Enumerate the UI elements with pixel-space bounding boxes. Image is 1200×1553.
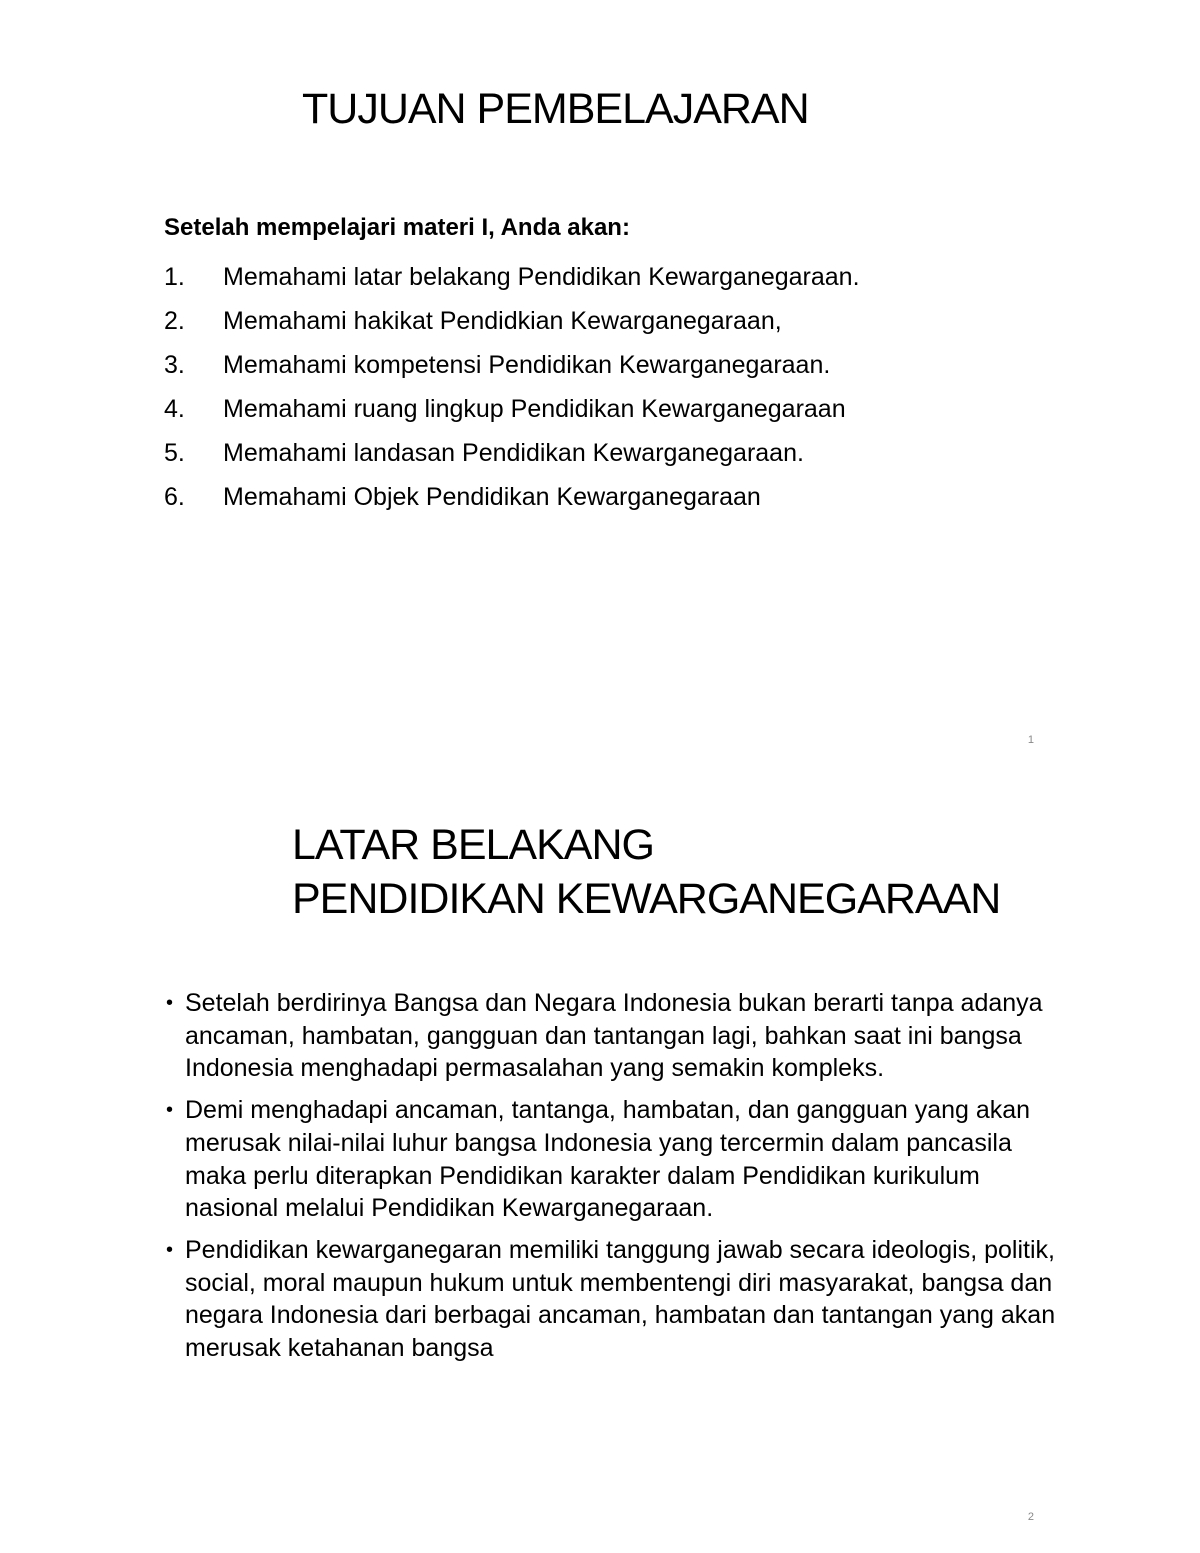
page-number: 1 bbox=[1027, 734, 1034, 746]
slide-title-line-1: LATAR BELAKANG bbox=[292, 821, 654, 869]
bullet-icon: • bbox=[166, 992, 174, 1014]
list-item bbox=[164, 475, 860, 519]
list-item bbox=[166, 1094, 1056, 1225]
objectives-list bbox=[164, 255, 860, 519]
slide-background bbox=[0, 777, 1200, 1553]
list-item-text: Memahami ruang lingkup Pendidikan Kewarganegaraan bbox=[223, 394, 846, 423]
list-item-text: Memahami landasan Pendidikan Kewarganegaraan. bbox=[223, 438, 804, 467]
list-item-text: Memahami latar belakang Pendidikan Kewarganegaraan. bbox=[223, 262, 860, 291]
list-item bbox=[164, 431, 860, 475]
objectives-intro: Setelah mempelajari materi I, Anda akan: bbox=[164, 214, 630, 241]
slide-title bbox=[292, 818, 1000, 926]
list-item-number: 6. bbox=[164, 482, 185, 511]
list-item-text: Setelah berdirinya Bangsa dan Negara Indonesia bukan berarti tanpa adanya ancaman, hambatan, gangguan dan tantangan lagi, bahkan saat ini bangsa Indonesia menghadapi permasalahan yang semakin kompleks. bbox=[185, 989, 1043, 1083]
page-number: 2 bbox=[1027, 1511, 1034, 1523]
list-item-number: 5. bbox=[164, 438, 185, 467]
list-item bbox=[164, 387, 860, 431]
slide-title: TUJUAN PEMBELAJARAN bbox=[302, 85, 809, 133]
list-item-text: Memahami kompetensi Pendidikan Kewarganegaraan. bbox=[223, 350, 831, 379]
list-item bbox=[164, 255, 860, 299]
list-item-number: 1. bbox=[164, 262, 185, 291]
list-item bbox=[164, 343, 860, 387]
bullet-icon: • bbox=[166, 1099, 174, 1122]
list-item-number: 2. bbox=[164, 306, 185, 335]
list-item-text: Demi menghadapi ancaman, tantanga, hambatan, dan gangguan yang akan merusak nilai-nilai luhur bangsa Indonesia yang tercermin dalam pancasila maka perlu diterapkan Pendidikan karakter dalam Pendidikan kurikulum nasional melalui Pendidikan Kewarganegaraan. bbox=[185, 1096, 1031, 1223]
slide-title-line-2: PENDIDIKAN KEWARGANEGARAAN bbox=[292, 875, 1001, 923]
list-item-text: Memahami hakikat Pendidkian Kewarganegaraan, bbox=[223, 306, 782, 335]
list-item bbox=[164, 299, 860, 343]
slide-learning-objectives bbox=[0, 0, 1200, 776]
list-item-text: Memahami Objek Pendidikan Kewarganegaraan bbox=[223, 482, 761, 511]
list-item-number: 4. bbox=[164, 394, 185, 423]
list-item bbox=[166, 1234, 1056, 1365]
bullet-icon: • bbox=[166, 1238, 174, 1261]
list-item-number: 3. bbox=[164, 350, 185, 379]
list-item bbox=[166, 987, 1056, 1085]
bullet-list bbox=[166, 987, 1056, 1374]
list-item-text: Pendidikan kewarganegaran memiliki tanggung jawab secara ideologis, politik, social, moral maupun hukum untuk membentengi diri masyarakat, bangsa dan negara Indonesia dari berbagai ancaman, hambatan dan tantangan yang akan merusak ketahanan bangsa bbox=[185, 1235, 1056, 1363]
